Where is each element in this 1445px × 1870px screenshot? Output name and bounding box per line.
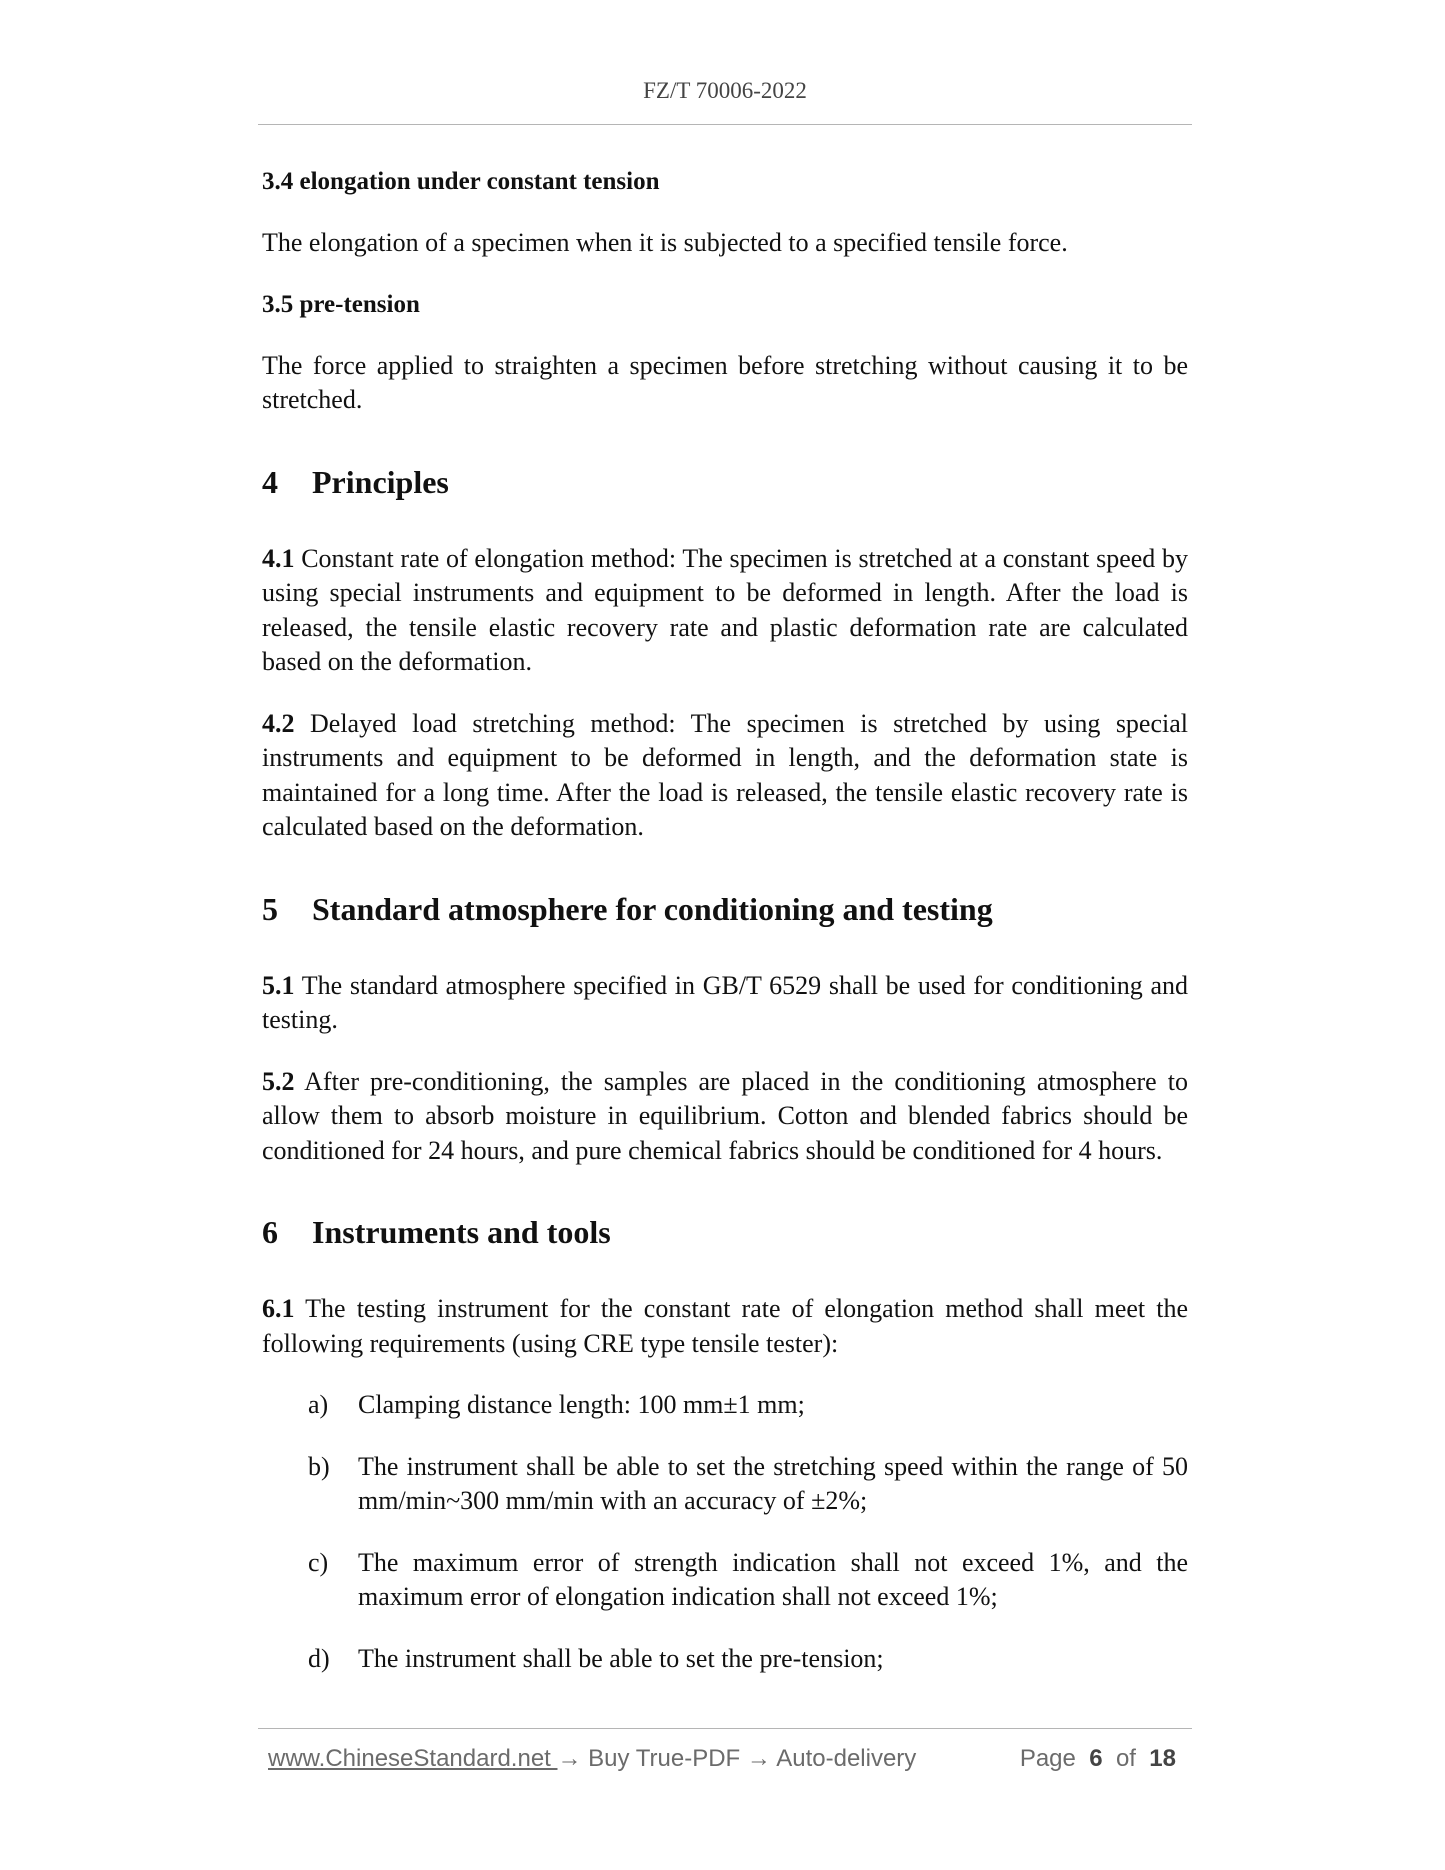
term-3-4-definition: The elongation of a specimen when it is subjected to a specified tensile force. bbox=[262, 228, 1068, 257]
page-indicator bbox=[1020, 1745, 1176, 1773]
arrow-icon: → bbox=[740, 1745, 777, 1772]
clause-4-2 bbox=[262, 707, 1188, 845]
clause-5-1-number: 5.1 bbox=[262, 970, 295, 1000]
arrow-icon: → bbox=[557, 1745, 589, 1772]
list-item-marker: b) bbox=[308, 1451, 330, 1481]
term-3-4-heading: 3.4 elongation under constant tension bbox=[262, 168, 660, 195]
section-5-number: 5 bbox=[262, 890, 278, 927]
page-content bbox=[262, 165, 1188, 1676]
site-link[interactable]: www.ChineseStandard.net bbox=[268, 1745, 558, 1772]
section-6-number: 6 bbox=[262, 1214, 278, 1250]
page-footer bbox=[268, 1745, 1188, 1773]
clause-4-1-text: Constant rate of elongation method: The specimen is stretched at a constant speed by using special instruments and equipment to be deformed in length. After the load is released, the tensile elastic recovery rate and plastic deformation rate are calculated based on the deformation. bbox=[262, 543, 1189, 676]
page-of: of bbox=[1115, 1745, 1136, 1772]
page-current: 6 bbox=[1089, 1745, 1103, 1772]
header-divider bbox=[258, 124, 1192, 125]
list-item-text: The maximum error of strength indication shall not exceed 1%, and the maximum error of elongation indication shall not exceed 1%; bbox=[358, 1547, 1188, 1611]
clause-5-2-text: After pre-conditioning, the samples are placed in the conditioning atmosphere to allow them to absorb moisture in equilibrium. Cotton and blended fabrics should be conditioned for 24 hours, and pure chemical fabrics should be conditioned for 4 hours. bbox=[262, 1066, 1188, 1165]
clause-5-2 bbox=[262, 1065, 1188, 1169]
section-4-title: Principles bbox=[312, 463, 449, 500]
requirements-list bbox=[262, 1388, 1188, 1676]
list-item-text: The instrument shall be able to set the stretching speed within the range of 50 mm/min~300 mm/min with an accuracy of ±2%; bbox=[358, 1451, 1188, 1515]
list-item-text: The instrument shall be able to set the pre-tension; bbox=[358, 1643, 884, 1673]
buy-true-pdf-text: Buy True-PDF bbox=[588, 1745, 741, 1772]
section-6-heading bbox=[262, 1212, 1188, 1252]
section-5-title: Standard atmosphere for conditioning and testing bbox=[312, 890, 993, 927]
list-item-marker: c) bbox=[308, 1547, 329, 1577]
clause-5-1 bbox=[262, 969, 1188, 1038]
list-item-text: Clamping distance length: 100 mm±1 mm; bbox=[358, 1390, 805, 1419]
clause-4-1 bbox=[262, 542, 1188, 680]
clause-5-1-text: The standard atmosphere specified in GB/T 6529 shall be used for conditioning and testing. bbox=[262, 970, 1189, 1034]
section-4-number: 4 bbox=[262, 463, 278, 500]
list-item-marker: a) bbox=[308, 1390, 329, 1419]
footer-divider bbox=[258, 1728, 1192, 1729]
list-item bbox=[262, 1642, 1188, 1677]
section-6-title: Instruments and tools bbox=[312, 1214, 611, 1250]
section-5-heading bbox=[262, 889, 1188, 929]
clause-6-1-text: The testing instrument for the constant rate of elongation method shall meet the following requirements (using CRE type tensile tester): bbox=[262, 1294, 1188, 1358]
clause-6-1 bbox=[262, 1292, 1188, 1361]
document-header: FZ/T 70006-2022 bbox=[643, 78, 807, 103]
term-3-5-definition: The force applied to straighten a specimen before stretching without causing it to be stretched. bbox=[262, 350, 1188, 414]
clause-4-1-number: 4.1 bbox=[262, 543, 295, 573]
clause-4-2-number: 4.2 bbox=[262, 708, 295, 738]
clause-5-2-number: 5.2 bbox=[262, 1066, 295, 1096]
term-3-5-heading: 3.5 pre-tension bbox=[262, 290, 420, 318]
clause-4-2-text: Delayed load stretching method: The specimen is stretched by using special instruments and equipment to be deformed in length, and the deformation state is maintained for a long time. After the load is released, the tensile elastic recovery rate is calculated based on the deformation. bbox=[262, 708, 1189, 841]
list-item-marker: d) bbox=[308, 1643, 330, 1673]
section-4-heading bbox=[262, 462, 1188, 502]
clause-6-1-number: 6.1 bbox=[262, 1294, 295, 1323]
auto-delivery-text: Auto-delivery bbox=[776, 1745, 917, 1772]
list-item bbox=[262, 1388, 1188, 1423]
list-item bbox=[262, 1450, 1188, 1519]
page-label: Page bbox=[1019, 1745, 1076, 1772]
list-item bbox=[262, 1546, 1188, 1615]
page-total: 18 bbox=[1149, 1745, 1176, 1772]
